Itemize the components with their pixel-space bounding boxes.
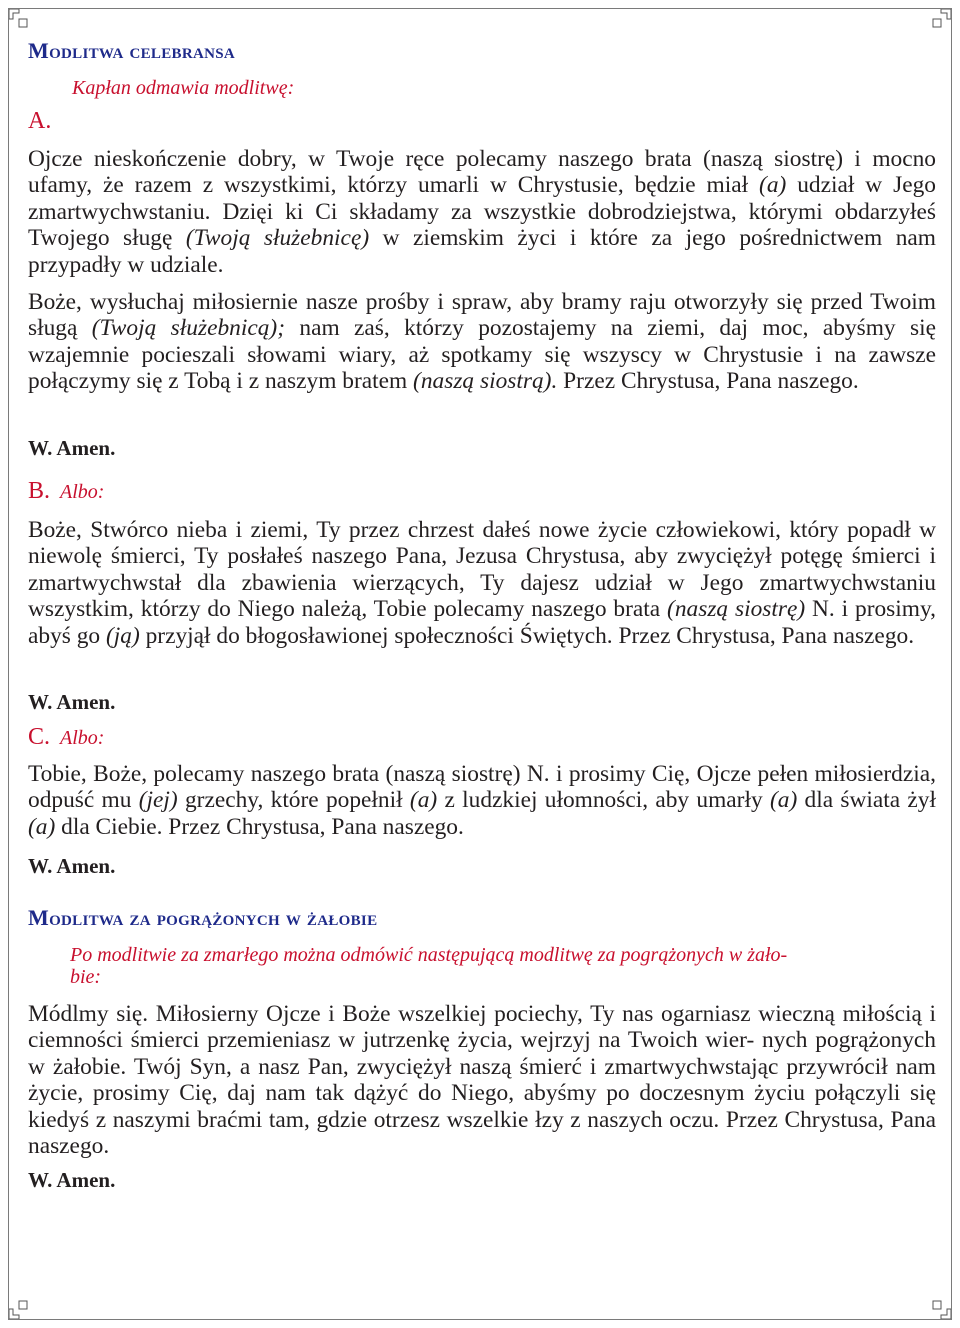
section-heading-mourners: Modlitwa za pogrążonych w żałobie — [28, 905, 378, 930]
option-letter-b: B. — [28, 478, 51, 504]
prayer-b-paragraph: Boże, Stwórco nieba i ziemi, Ty przez chrzest dałeś nowe życie człowiekowi, który popadł w niewolę śmierci, Ty posłałeś naszego Pana, Jezusa Chrystusa, aby zwyciężył potęgę śmierci i zmartwychwstał dla zbawienia wierzących, Ty dajesz udział w Jego zmartwychwstaniu wszystkim, którzy do Niego należą, Tobie polecamy naszego brata (naszą siostrę) N. i prosimy, abyś go (ją) przyjął do błogosławionej społeczności Świętych. Przez Chrystusa, Pana naszego. — [28, 517, 936, 649]
prayer-mourners-paragraph: Módlmy się. Miłosierny Ojcze i Boże wszelkiej pociechy, Ty nas ogarniasz wieczną miłością i ciemności śmierci przemieniasz w jutrzenkę życia, wejrzyj na Twoich wier- nych pogrążonych w żałobie. Twój Syn, a nasz Pan, zwyciężył naszą śmierć i zmartwychwstając przywrócił nam życie, prosimy Cię, daj nam tak dążyć do Niego, abyśmy po doczesnym życiu połączyli się kiedyś z naszymi braćmi tam, gdzie otrzesz wszelkie łzy z naszych oczu. Przez Chrystusa, Pana naszego. — [28, 1001, 936, 1160]
amen-response-b: W. Amen. — [28, 690, 116, 714]
section-heading-celebrans: Modlitwa celebransa — [28, 38, 236, 63]
corner-ornament-icon — [927, 1295, 951, 1319]
prayer-a-paragraph-2: Boże, wysłuchaj miłosiernie nasze prośby i spraw, aby bramy raju otworzyły się przed Twoim sługą (Twoją służebnicą); nam zaś, którzy pozostajemy na ziemi, daj moc, abyśmy się wzajemnie pocieszali słowami wiary, aż spotkamy się wszyscy w Chrystusie i na zawsze połączymy się z Tobą i z naszym bratem (naszą siostrą). Przez Chrystusa, Pana naszego. — [28, 289, 936, 395]
rubric-mourners: Po modlitwie za zmarłego można odmówić następującą modlitwę za pogrążonych w żało- bie: — [70, 944, 788, 988]
amen-response-c: W. Amen. — [28, 854, 116, 878]
option-c-header — [28, 724, 936, 751]
amen-response-mourners: W. Amen. — [28, 1168, 116, 1192]
prayer-c-paragraph: Tobie, Boże, polecamy naszego brata (naszą siostrę) N. i prosimy Cię, Ojcze pełen miłosierdzia, odpuść mu (jej) grzechy, które popełnił (a) z ludzkiej ułomności, aby umarły (a) dla świata żył (a) dla Ciebie. Przez Chrystusa, Pana naszego. — [28, 761, 936, 840]
rubric-celebrans: Kapłan odmawia modlitwę: — [72, 77, 295, 99]
amen-response-a: W. Amen. — [28, 436, 116, 460]
rubric-albo-c: Albo: — [60, 727, 105, 749]
option-b-header — [28, 478, 936, 505]
option-letter-c: C. — [28, 724, 51, 750]
prayer-a-paragraph-1: Ojcze nieskończenie dobry, w Twoje ręce polecamy naszego brata (naszą siostrę) i mocno ufamy, że razem z wszystkimi, którzy umarli w Chrystusie, będzie miał (a) udział w Jego zmartwychwstaniu. Dzięi ki Ci składamy za wszystkie dobrodziejstwa, którymi obdarzyłeś Twojego sługę (Twoją służebnicę) w ziemskim życi i które za jego pośrednictwem nam przypadły w udziale. — [28, 146, 937, 278]
corner-ornament-icon — [9, 1295, 33, 1319]
corner-ornament-icon — [9, 9, 33, 33]
rubric-albo-b: Albo: — [60, 481, 105, 503]
corner-ornament-icon — [927, 9, 951, 33]
option-letter-a: A. — [28, 108, 52, 134]
